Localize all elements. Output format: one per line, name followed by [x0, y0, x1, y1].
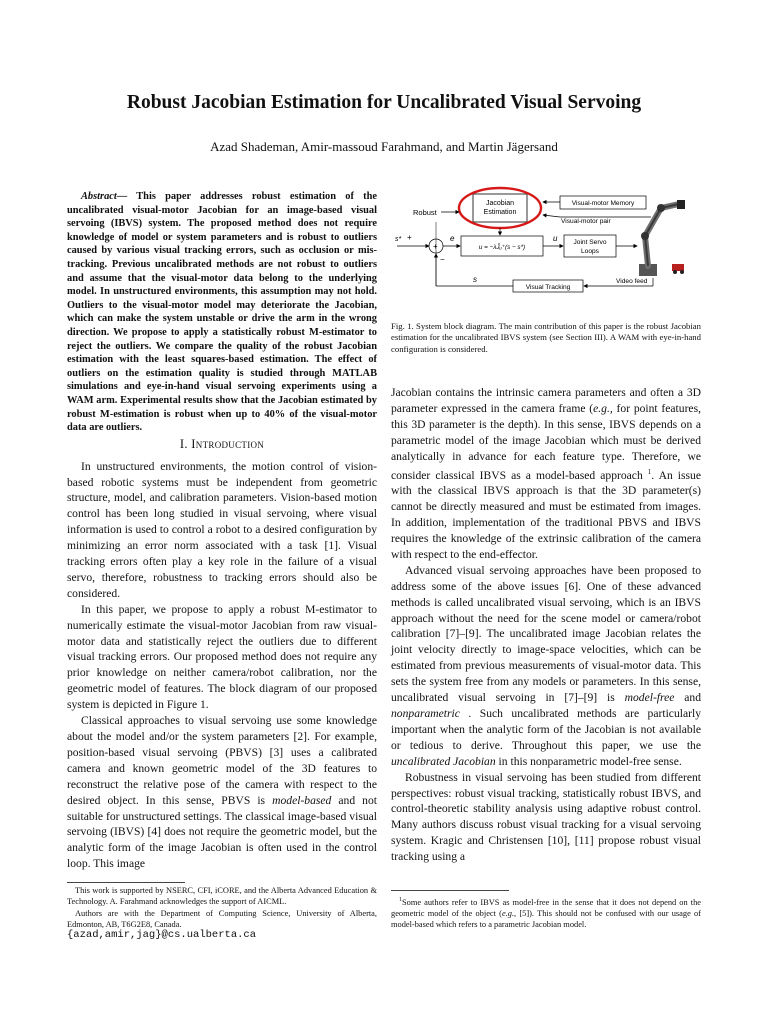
abstract-label: Abstract	[81, 191, 117, 202]
left-paragraph-2: In this paper, we propose to apply a robust M-estimator to numerically estimate the visual-motor Jacobian from raw visual-motor data and statistically reject the outliers due to different visual tracking errors. Our proposed method does not require any prior knowledge on neither camera/robot calibration, nor the geometric model of features. The block diagram of our proposed system is depicted in Figure 1.	[67, 602, 377, 712]
right-paragraph-1-a: Jacobian contains the intrinsic camera parameters and often a 3D parameter expressed in the camera frame (	[391, 386, 701, 415]
fig-label-e: e	[450, 234, 455, 243]
nonparametric-emphasis: nonparametric	[391, 706, 460, 720]
fig-label-joint-servo: Joint Servo	[573, 239, 607, 246]
right-paragraph-2-a: Advanced visual servoing approaches have been proposed to address some of the above issues [6]. One of these advanced methods is called uncalibrated visual servoing, which is an IBVS approach without the need for the scene model or camera/robot calibration [7]–[9]. The uncalibrated image Jacobian relates the joint velocity directly to image-space velocities, which can be estimated from previous measurements of visual-motor data. This sets the system free from any models or parameters. In this sense, uncalibrated visual servoing in [7]–[9] is	[391, 563, 701, 705]
right-footnote-b: [5]). This should not be confused with our usage of model-based which refers to a parametric Jacobian model.	[391, 909, 701, 930]
fig-label-control-law: u = −λĴᵤ⁺(s − s*)	[478, 244, 526, 251]
figure-caption: Fig. 1. System block diagram. The main contribution of this paper is the robust Jacobian estimation for the uncalibrated IBVS system (see Section III). A WAM with eye-in-hand configuration is considered.	[391, 321, 701, 354]
model-free-emphasis: model-free	[624, 691, 675, 705]
pair-arrow	[543, 215, 560, 217]
fig-label-jacobian: Jacobian	[485, 200, 515, 207]
left-column	[67, 190, 377, 941]
support-note: This work is supported by NSERC, CFI, iCORE, and the Alberta Advanced Education & Technology. A. Farahmand acknowledges the support of AICML.	[67, 886, 377, 907]
paper-title: Robust Jacobian Estimation for Uncalibrated Visual Servoing	[126, 92, 642, 113]
fig-label-loops: Loops	[581, 248, 599, 255]
left-footnote	[67, 885, 377, 941]
fig-label-tracking: Visual Tracking	[525, 284, 571, 291]
paper-authors: Azad Shademan, Amir-massoud Farahmand, and Martin Jägersand	[210, 139, 558, 154]
eg-emphasis-1: e.g.,	[593, 401, 613, 415]
fig-label-s-star: s*	[395, 236, 402, 243]
affiliation-note: Authors are with the Department of Computing Science, University of Alberta, Edmonton, AB, T6G2E8, Canada.	[67, 908, 377, 929]
right-column	[391, 385, 701, 865]
right-paragraph-2-c: in this nonparametric model-free sense.	[495, 754, 682, 768]
section-heading-introduction	[67, 437, 377, 453]
fig-label-robust: Robust	[413, 208, 437, 217]
author-email[interactable]: {azad,amir,jag}@cs.ualberta.ca	[67, 928, 257, 941]
right-footnote-a: Some authors refer to IBVS as model-free in the sense that it does not depend on the geometric model of the object (	[391, 897, 701, 918]
left-paragraph-3	[67, 713, 377, 872]
fig-label-pair: Visual-motor pair	[561, 218, 611, 225]
section-name: Introduction	[191, 436, 265, 451]
right-paragraph-2-b: . Such uncalibrated methods are particularly important when the analytic form of the Jacobian is not available or tedious to derive. Throughout this paper, we use the	[391, 706, 701, 752]
right-paragraph-2-mid: and	[674, 691, 701, 705]
left-paragraph-1: In unstructured environments, the motion control of vision-based robotic systems must be independent from geometric structure, model, and calibration parameters. Vision-based motion control has been long studied in visual servoing, where visual information is used to control a robot to a desired configuration by minimizing an error norm associated with a task [1]. Visual tracking errors often play a key role in the failure of a visual servo, therefore, robustness to tracking errors should also be considered.	[67, 459, 377, 600]
fig-label-u: u	[553, 234, 558, 243]
right-footnote-rule	[391, 890, 509, 891]
fig-label-minus: −	[440, 255, 445, 264]
uncalibrated-jacobian-emphasis: uncalibrated Jacobian	[391, 754, 496, 768]
system-block-diagram	[393, 186, 698, 296]
fig-label-video: Video feed	[616, 278, 648, 285]
fig-label-plus: +	[407, 233, 412, 242]
model-based-emphasis: model-based	[272, 793, 332, 807]
fig-label-estimation: Estimation	[483, 209, 517, 216]
right-paragraph-2	[391, 563, 701, 770]
right-paragraph-1-b: for point features, this 3D parameter is the depth). In this sense, IBVS depends on a parametric model of the image Jacobian which must be derived analytically in advance for each feature type. Therefore, we consider classical IBVS as a model-based approach	[391, 401, 701, 482]
section-number: I.	[179, 436, 188, 451]
right-footnote	[391, 890, 701, 930]
abstract-text: — This paper addresses robust estimation of the uncalibrated visual-motor Jacobian for an image-based visual servoing (IBVS) system. The proposed method does not require knowledge of model or system parameters and is robust to outliers caused by various visual tracking errors, such as occlusion or mis-tracking. Previous uncalibrated methods are not robust to outliers and assume that the visual-motor data belong to the underlying model. In unstructured environments, this assumption may not hold. Outliers to the visual-motor model may deteriorate the Jacobian, which can make the system unstable or drive the arm in the wrong direction. We propose to apply a statistically robust M-estimator to reject the outliers. We compare the quality of the robust Jacobian estimation with the least squares-based estimation. The effect of outliers on the estimation quality is studied through MATLAB simulations and eye-in-hand visual servoing experiments using a WAM arm. Experimental results show that the Jacobian estimated by robust M-estimation is robust when up to 40% of the visual-motor data are outliers.	[67, 191, 377, 434]
right-paragraph-1-c: . An issue with the classical IBVS approach is that the 3D parameter(s) cannot be directly measured and must be estimated from images. In addition, implementation of the traditional PBVS and IBVS requires the knowledge of the extrinsic calibration of the camera with respect to the end-effector.	[391, 468, 701, 561]
fig-label-s: s	[473, 275, 477, 284]
fig-label-memory: Visual-motor Memory	[571, 200, 635, 207]
left-paragraph-3-a: Classical approaches to visual servoing use some knowledge about the model and/or the system parameters [2]. For example, position-based visual servoing (PBVS) [3] uses a calibrated camera and known geometric model of the 3D features to reconstruct the relative pose of the camera with respect to the desired object. In this sense, PBVS is	[67, 714, 377, 807]
left-paragraph-3-b: and not suitable for unstructured settings. The classical image-based visual servoing (IBVS) [4] does not require the geometric model, but the analytic form of the image Jacobian is often used in the control loop. This image	[67, 793, 377, 871]
fig-junction-plus: +	[433, 242, 438, 251]
footnote-marker-1[interactable]: 1	[647, 467, 652, 476]
footnote-number-1: 1	[399, 897, 402, 903]
jacobian-estimation-block	[473, 194, 527, 222]
footnote-rule	[67, 882, 185, 883]
abstract	[67, 190, 377, 435]
right-paragraph-3: Robustness in visual servoing has been studied from different perspectives: robust visual tracking, statistically robust IBVS, and control-theoretic stability analysis using adaptive robust control. Many authors discuss robust visual tracking for a visual servoing system. Kragic and Christensen [10], [11] propose robust visual tracking using a	[391, 770, 701, 864]
wam-robot-arm-image	[639, 200, 685, 276]
eg-emphasis-2: e.g.,	[501, 909, 517, 918]
right-paragraph-1	[391, 385, 701, 563]
